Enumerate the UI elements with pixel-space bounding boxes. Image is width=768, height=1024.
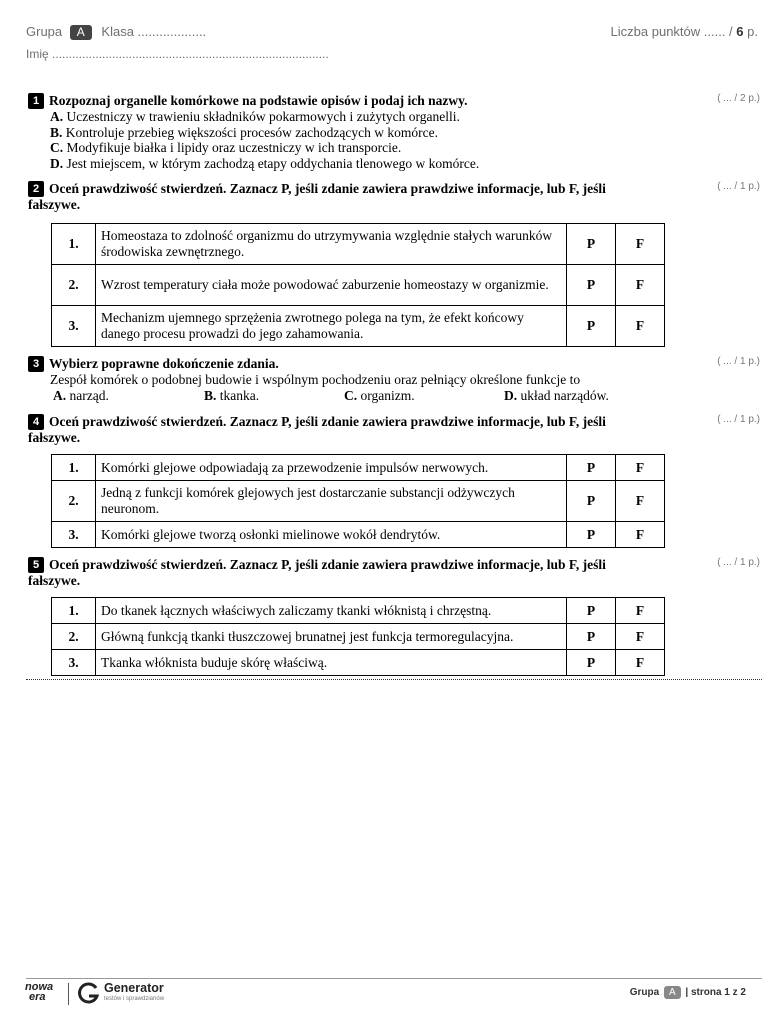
footer-divider <box>26 978 762 979</box>
task-points: ( ... / 1 p.) <box>717 557 760 568</box>
task-points: ( ... / 2 p.) <box>717 93 760 104</box>
table-row <box>52 598 665 624</box>
statement: Do tkanek łącznych właściwych zaliczamy tkanki włóknistą i chrzęstną. <box>96 598 567 624</box>
task-number: 5 <box>28 557 44 573</box>
statement: Wzrost temperatury ciała może powodować zaburzenie homeostazy w organizmie. <box>96 265 567 306</box>
statement: Komórki glejowe odpowiadają za przewodzenie impulsów nerwowych. <box>96 455 567 481</box>
footer-group-badge: A <box>664 986 681 999</box>
list-item: B. Kontroluje przebieg większości procesów zachodzących w komórce. <box>50 124 438 140</box>
task-title: Oceń prawdziwość stwierdzeń. Zaznacz P, jeśli zdanie zawiera prawdziwe informacje, lub F, jeśli fałszywe. <box>28 181 606 212</box>
answer-p[interactable]: P <box>567 522 616 548</box>
logo-separator <box>68 983 69 1005</box>
name-field[interactable]: Imię ................................................................................... <box>26 47 329 61</box>
task-title: Rozpoznaj organelle komórkowe na podstawie opisów i podaj ich nazwy. <box>49 93 468 108</box>
answer-f[interactable]: F <box>616 481 665 522</box>
class-field[interactable]: Klasa ................... <box>101 24 207 39</box>
table-row <box>52 624 665 650</box>
task-title: Oceń prawdziwość stwierdzeń. Zaznacz P, jeśli zdanie zawiera prawdziwe informacje, lub F, jeśli fałszywe. <box>28 557 606 588</box>
answer-f[interactable]: F <box>616 598 665 624</box>
task-number: 4 <box>28 414 44 430</box>
task-sentence: Zespół komórek o podobnej budowie i wspólnym pochodzeniu oraz pełniący określone funkcje to <box>50 372 581 387</box>
statement: Homeostaza to zdolność organizmu do utrzymywania względnie stałych warunków środowiska zewnętrznego. <box>96 224 567 265</box>
task-2 <box>28 181 760 351</box>
statement: Jedną z funkcji komórek glejowych jest dostarczanie substancji odżywczych neuronom. <box>96 481 567 522</box>
answer-p[interactable]: P <box>567 265 616 306</box>
header-points <box>611 24 758 39</box>
answer-f[interactable]: F <box>616 455 665 481</box>
task-4 <box>28 414 760 549</box>
task-points: ( ... / 1 p.) <box>717 356 760 367</box>
statement: Mechanizm ujemnego sprzężenia zwrotnego polega na tym, że efekt końcowy danego procesu prowadzi do jego zahamowania. <box>96 306 567 347</box>
statement: Komórki glejowe tworzą osłonki mielinowe wokół dendrytów. <box>96 522 567 548</box>
table-row <box>52 265 665 306</box>
list-item: C. Modyfikuje białka i lipidy oraz uczestniczy w ich transporcie. <box>50 140 402 155</box>
option-d[interactable]: D. układ narządów. <box>504 387 609 403</box>
task-points: ( ... / 1 p.) <box>717 181 760 192</box>
answer-p[interactable]: P <box>567 306 616 347</box>
option-b[interactable]: B. tkanka. <box>204 387 260 403</box>
page-number: | strona 1 z 2 <box>685 987 746 998</box>
table-row <box>52 522 665 548</box>
header-group <box>26 24 206 40</box>
points-suffix: p. <box>747 24 758 39</box>
task-number: 2 <box>28 181 44 197</box>
true-false-table <box>51 597 665 676</box>
answer-f[interactable]: F <box>616 265 665 306</box>
task-title: Wybierz poprawne dokończenie zdania. <box>49 356 279 371</box>
table-row <box>52 224 665 265</box>
table-row <box>52 650 665 676</box>
task-1 <box>28 93 760 171</box>
answer-p[interactable]: P <box>567 598 616 624</box>
option-a[interactable]: A. narząd. <box>53 387 109 403</box>
generator-logo-icon <box>77 982 101 1006</box>
answer-p[interactable]: P <box>567 481 616 522</box>
statement: Tkanka włóknista buduje skórę właściwą. <box>96 650 567 676</box>
task-points: ( ... / 1 p.) <box>717 414 760 425</box>
option-c[interactable]: C. organizm. <box>344 387 415 403</box>
true-false-table <box>51 223 665 347</box>
answer-f[interactable]: F <box>616 306 665 347</box>
answer-p[interactable]: P <box>567 650 616 676</box>
footer-group-label: Grupa <box>629 987 660 998</box>
points-total: 6 <box>736 24 744 39</box>
row-number: 1. <box>52 455 96 481</box>
row-number: 1. <box>52 224 96 265</box>
answer-p[interactable]: P <box>567 624 616 650</box>
answer-f[interactable]: F <box>616 224 665 265</box>
table-row <box>52 455 665 481</box>
answer-p[interactable]: P <box>567 224 616 265</box>
page-indicator <box>630 986 746 999</box>
list-item: D. Jest miejscem, w którym zachodzą etapy oddychania tlenowego w komórce. <box>50 155 480 171</box>
row-number: 3. <box>52 306 96 347</box>
cut-line-divider <box>26 679 762 680</box>
generator-brand: Generator testów i sprawdzianów <box>104 981 165 1002</box>
list-item: A. Uczestniczy w trawieniu składników pokarmowych i zużytych organelli. <box>50 109 460 124</box>
answer-p[interactable]: P <box>567 455 616 481</box>
nowa-era-logo: nowa era <box>25 981 54 1003</box>
answer-f[interactable]: F <box>616 522 665 548</box>
row-number: 2. <box>52 624 96 650</box>
row-number: 3. <box>52 650 96 676</box>
answer-f[interactable]: F <box>616 624 665 650</box>
table-row <box>52 306 665 347</box>
task-5 <box>28 557 760 677</box>
task-number: 1 <box>28 93 44 109</box>
answer-options <box>28 388 760 404</box>
task-title: Oceń prawdziwość stwierdzeń. Zaznacz P, jeśli zdanie zawiera prawdziwe informacje, lub F, jeśli fałszywe. <box>28 414 606 445</box>
statement: Główną funkcją tkanki tłuszczowej brunatnej jest funkcja termoregulacyjna. <box>96 624 567 650</box>
row-number: 3. <box>52 522 96 548</box>
task-number: 3 <box>28 356 44 372</box>
answer-f[interactable]: F <box>616 650 665 676</box>
row-number: 1. <box>52 598 96 624</box>
task-3 <box>28 356 760 404</box>
group-label: Grupa <box>26 24 63 39</box>
true-false-table <box>51 454 665 548</box>
row-number: 2. <box>52 265 96 306</box>
points-label[interactable]: Liczba punktów ...... / <box>610 24 733 39</box>
row-number: 2. <box>52 481 96 522</box>
group-badge: A <box>70 25 92 40</box>
table-row <box>52 481 665 522</box>
